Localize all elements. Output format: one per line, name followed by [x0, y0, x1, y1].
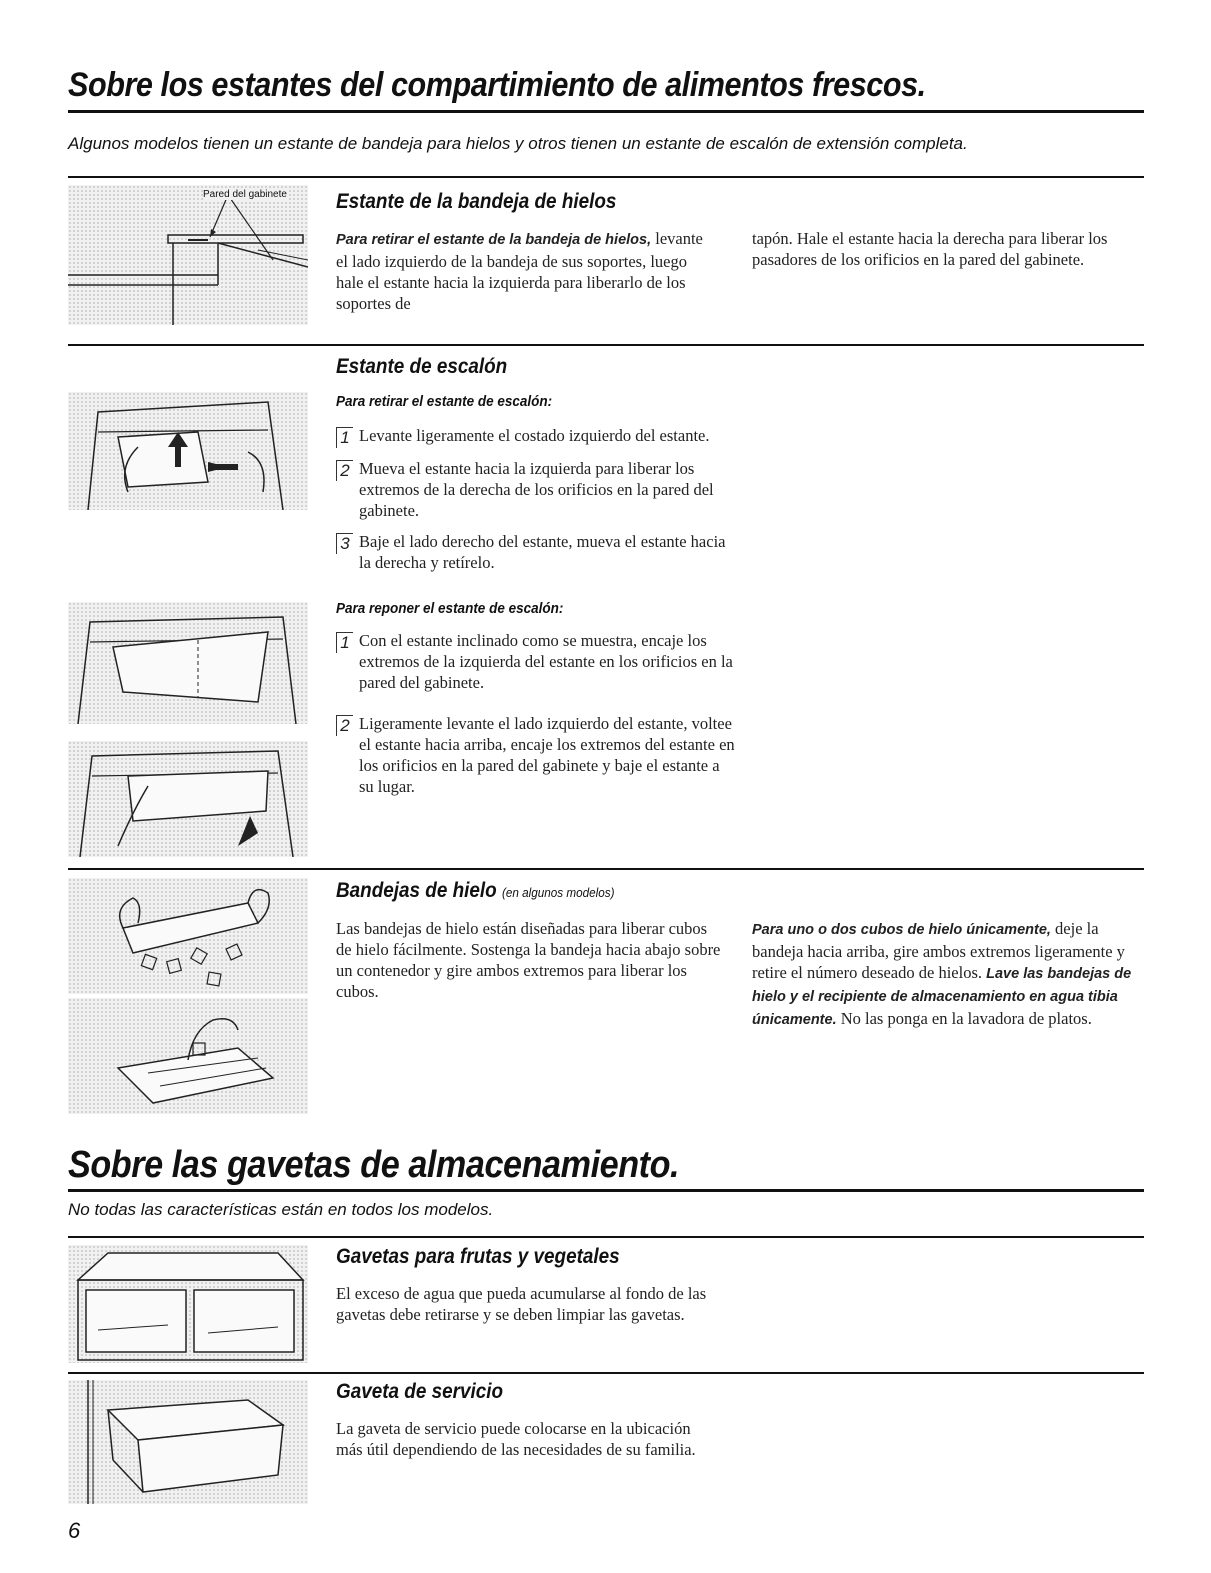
title-rule — [68, 1189, 1144, 1192]
ice-tray-twist-illustration — [68, 878, 308, 994]
ice-shelf-illustration — [68, 185, 308, 325]
ice-trays-col2-text2: No las ponga en la lavadora de platos. — [836, 1009, 1092, 1028]
remove-steps-list — [336, 425, 736, 573]
ice-trays-col2-text1: deje la bandeja hacia arriba, gire ambos extremos ligeramente y retire el número deseado de hielos. — [752, 919, 1125, 982]
service-drawer-text: La gaveta de servicio puede colocarse en la ubicación más útil dependiendo de las necesidades de su familia. — [336, 1419, 696, 1459]
divider — [68, 868, 1144, 870]
step-text: Mueva el estante hacia la izquierda para liberar los extremos de la derecha de los orificios en la pared del gabinete. — [359, 459, 714, 520]
heading-ice-shelf: Estante de la bandeja de hielos — [336, 190, 617, 213]
step-number: 1 — [336, 427, 353, 448]
heading-replace-step-shelf: Para reponer el estante de escalón: — [336, 600, 564, 617]
remove-step-1 — [336, 425, 736, 448]
step-number: 1 — [336, 632, 353, 653]
image-label: Pared del gabinete — [203, 189, 287, 200]
step-shelf-remove-illustration — [68, 392, 308, 510]
section-intro-shelves: Algunos modelos tienen un estante de bandeja para hielos y otros tienen un estante de escalón de extensión completa. — [68, 134, 968, 153]
crisper-drawers-illustration — [68, 1245, 308, 1363]
remove-step-2 — [336, 458, 736, 521]
divider — [68, 176, 1144, 178]
heading-ice-trays-title: Bandejas de hielo — [336, 879, 497, 902]
step-text: Baje el lado derecho del estante, mueva el estante hacia la derecha y retírelo. — [359, 532, 726, 572]
heading-ice-trays-note: (en algunos modelos) — [501, 885, 615, 900]
section-intro-drawers: No todas las características están en todos los modelos. — [68, 1200, 494, 1219]
step-number: 2 — [336, 460, 353, 481]
heading-step-shelf: Estante de escalón — [336, 355, 508, 378]
ice-trays-col2-bold: Lave las bandejas de hielo y el recipiente de almacenamiento en agua tibia únicamente. — [752, 966, 1132, 1028]
step-shelf-replace-illustration-2 — [68, 741, 308, 857]
replace-step-2 — [336, 713, 736, 797]
remove-step-3 — [336, 531, 736, 573]
heading-crispers: Gavetas para frutas y vegetales — [336, 1245, 620, 1268]
ice-tray-single-cube-illustration — [68, 998, 308, 1114]
section-title-shelves: Sobre los estantes del compartimiento de alimentos frescos. — [68, 66, 926, 104]
ice-shelf-text-col1: levante el lado izquierdo de la bandeja de sus soportes, luego hale el estante hacia la izquierda para liberarlo de los soportes de — [336, 229, 703, 313]
ice-trays-col2-lead: Para uno o dos cubos de hielo únicamente, — [752, 922, 1051, 938]
ice-trays-text-col1: Las bandejas de hielo están diseñadas para liberar cubos de hielo fácilmente. Sostenga la bandeja hacia abajo sobre un contenedor y gire ambos extremos para liberar los cubos. — [336, 919, 721, 1001]
title-rule — [68, 110, 1144, 113]
replace-steps-list — [336, 630, 736, 797]
step-number: 3 — [336, 533, 353, 554]
divider — [68, 1236, 1144, 1238]
step-shelf-replace-illustration-1 — [68, 602, 308, 724]
page-number: 6 — [68, 1518, 81, 1543]
step-text: Con el estante inclinado como se muestra, encaje los extremos de la izquierda del estante en los orificios en la pared del gabinete. — [359, 631, 733, 692]
step-text: Levante ligeramente el costado izquierdo del estante. — [359, 426, 710, 445]
section-title-drawers: Sobre las gavetas de almacenamiento. — [68, 1144, 680, 1186]
heading-service-drawer: Gaveta de servicio — [336, 1380, 504, 1403]
service-drawer-illustration — [68, 1380, 308, 1504]
heading-ice-trays — [336, 879, 614, 903]
heading-remove-step-shelf: Para retirar el estante de escalón: — [336, 393, 553, 410]
step-text: Ligeramente levante el lado izquierdo del estante, voltee el estante hacia arriba, encaje los extremos del estante en los orificios en la pared del gabinete y baje el estante a su lugar. — [359, 714, 735, 796]
ice-shelf-lead: Para retirar el estante de la bandeja de hielos, — [336, 232, 652, 248]
ice-shelf-text — [336, 228, 716, 314]
ice-trays-text-col2 — [752, 918, 1144, 1031]
step-number: 2 — [336, 715, 353, 736]
replace-step-1 — [336, 630, 736, 693]
crispers-text: El exceso de agua que pueda acumularse al fondo de las gavetas debe retirarse y se deben limpiar las gavetas. — [336, 1284, 707, 1324]
divider — [68, 344, 1144, 346]
divider — [68, 1372, 1144, 1374]
ice-shelf-text-col2: tapón. Hale el estante hacia la derecha para liberar los pasadores de los orificios en la pared del gabinete. — [752, 229, 1108, 269]
